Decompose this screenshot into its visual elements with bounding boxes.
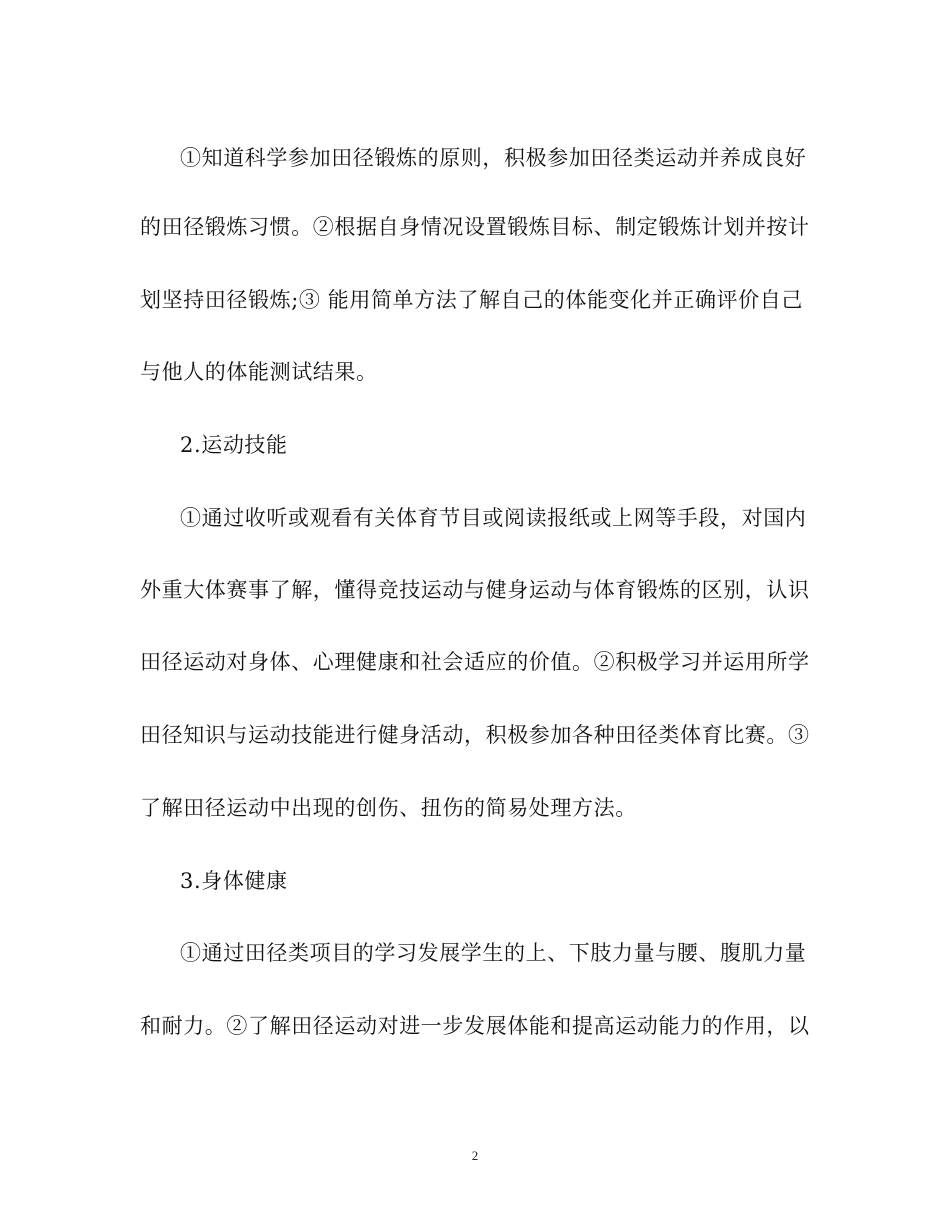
- paragraph-line: 和耐力。②了解田径运动对进一步发展体能和提高运动能力的作用，以: [140, 1014, 810, 1038]
- paragraph-line: ①通过收听或观看有关体育节目或阅读报纸或上网等手段，对国内: [180, 506, 807, 530]
- paragraph-line: 的田径锻炼习惯。②根据自身情况设置锻炼目标、制定锻炼计划并按计: [140, 215, 810, 239]
- paragraph-line: 与他人的体能测试结果。: [140, 360, 378, 384]
- section-heading: 3.身体健康: [180, 869, 288, 893]
- paragraph-line: 了解田径运动中出现的创伤、扭伤的简易处理方法。: [140, 796, 637, 820]
- page-number: 2: [471, 1148, 479, 1163]
- section-heading: 2.运动技能: [180, 433, 288, 457]
- paragraph-line: 外重大体赛事了解，懂得竞技运动与健身运动与体育锻炼的区别，认识: [140, 578, 810, 602]
- paragraph-line: 划坚持田径锻炼;③ 能用简单方法了解自己的体能变化并正确评价自己: [140, 288, 803, 312]
- paragraph-line: 田径知识与运动技能进行健身活动，积极参加各种田径类体育比赛。③: [140, 723, 810, 747]
- paragraph-line: ①知道科学参加田径锻炼的原则，积极参加田径类运动并养成良好: [180, 146, 807, 170]
- paragraph-line: ①通过田径类项目的学习发展学生的上、下肢力量与腰、腹肌力量: [180, 941, 807, 965]
- paragraph-line: 田径运动对身体、心理健康和社会适应的价值。②积极学习并运用所学: [140, 650, 810, 674]
